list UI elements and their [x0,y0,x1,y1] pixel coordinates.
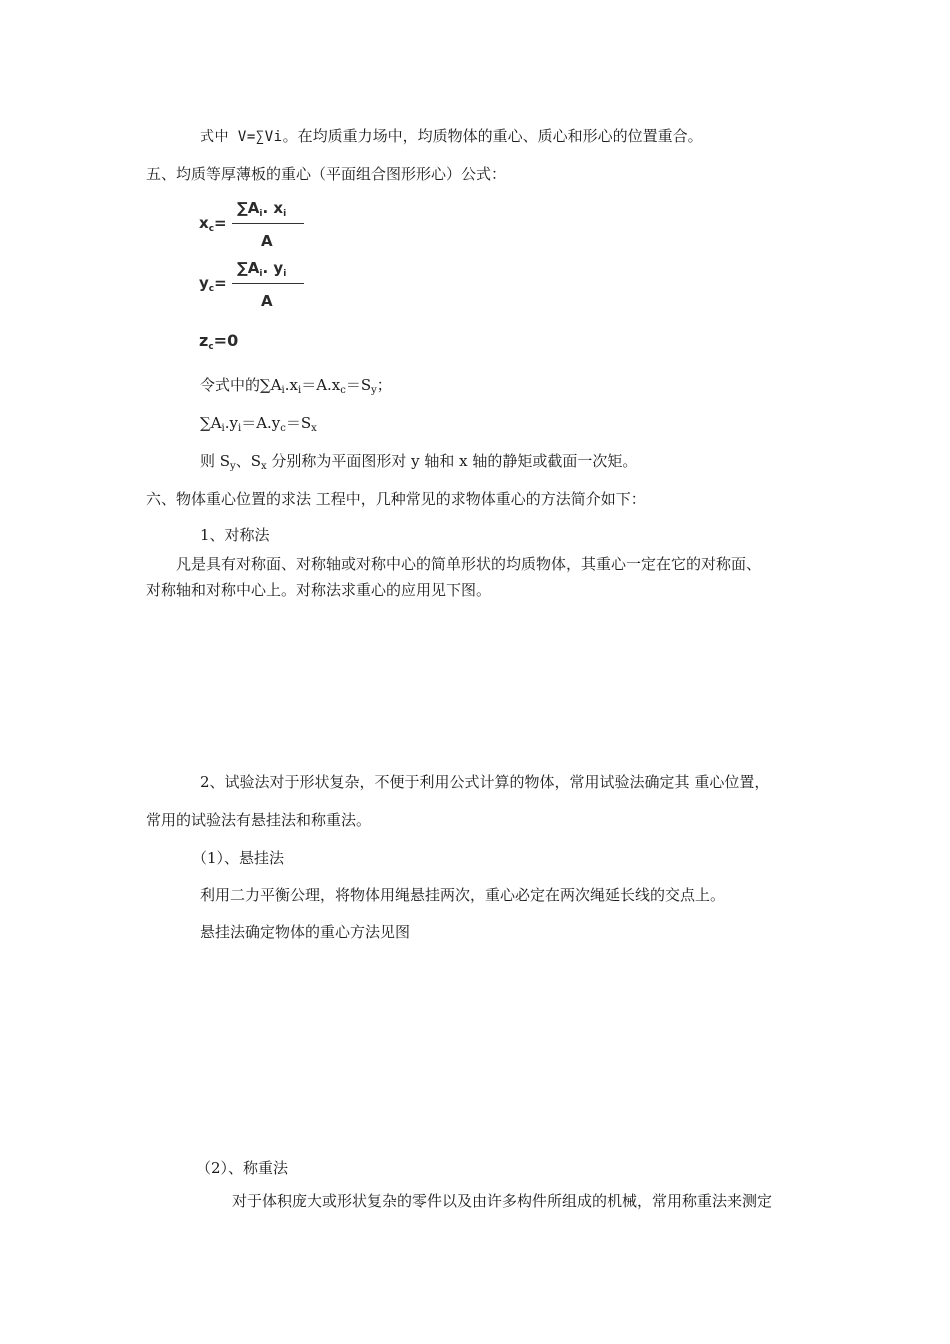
volume-sum-text: 式中 V=∑Vi [200,129,283,145]
formula-yc-denominator: A [261,292,273,310]
method-1-paragraph-line-2: 对称轴和对称中心上。对称法求重心的应用见下图。 [146,581,492,599]
intro-line [200,126,703,147]
weighing-method-title: （2）、称重法 [196,1159,289,1177]
formula-xc-fraction-bar [232,223,304,224]
formula-yc-lhs: $y_c=$ [199,274,227,294]
weighing-method-paragraph: 对于体积庞大或形状复杂的零件以及由许多构件所组成的机械，常用称重法来测定 [232,1192,773,1210]
suspension-method-title: （1）、悬挂法 [192,849,285,867]
formula-xc-denominator: A [261,232,273,250]
static-moment-definition: 则 $S_y$、$S_x$ 分别称为平面图形对 y 轴和 x 轴的静矩或截面一次矩。 [200,452,638,472]
method-2-line-2: 常用的试验法有悬挂法和称重法。 [146,811,372,829]
static-moment-sy-line: 令式中的$\sum A_i.x_i=A.x_c=S_y$； [200,376,392,396]
formula-xc-numerator: $\sum A_i$. $x_i$ [237,199,287,219]
formula-xc-lhs: $x_c=$ [199,214,227,234]
method-1-title: 1、对称法 [200,526,270,544]
section-6-title: 六、物体重心位置的求法 工程中，几种常见的求物体重心的方法简介如下： [146,490,646,508]
formula-zc: $z_c=0$ [199,331,239,352]
intro-rest-text: 。在均质重力场中，均质物体的重心、质心和形心的位置重合。 [282,127,703,145]
suspension-method-paragraph: 利用二力平衡公理，将物体用绳悬挂两次，重心必定在两次绳延长线的交点上。 [200,886,726,904]
suspension-figure-caption: 悬挂法确定物体的重心方法见图 [200,923,411,941]
static-moment-sx-line: $\sum A_i.y_i=A.y_c=S_x$ [200,414,317,434]
method-1-paragraph-line-1: 凡是具有对称面、对称轴或对称中心的简单形状的均质物体，其重心一定在它的对称面、 [176,555,762,573]
formula-yc-numerator: $\sum A_i$. $y_i$ [237,259,287,279]
section-5-title: 五、均质等厚薄板的重心（平面组合图形形心）公式： [146,165,507,183]
formula-yc-fraction-bar [232,283,304,284]
method-2-line-1: 2、试验法对于形状复杂，不便于利用公式计算的物体，常用试验法确定其 重心位置， [200,773,770,791]
